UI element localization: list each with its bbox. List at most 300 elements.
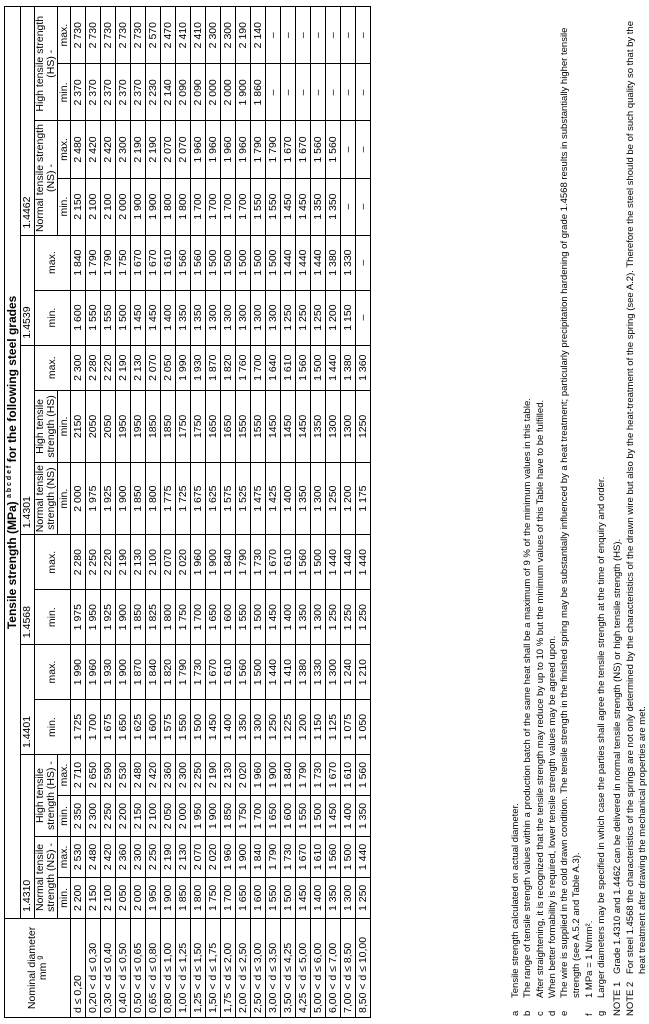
value-cell: 1 440 (341, 535, 356, 590)
value-cell: 2 020 (176, 535, 191, 590)
hdr-1-4462-hs-min: min. (58, 64, 71, 121)
value-cell: 1 930 (191, 345, 206, 390)
table-row (281, 7, 296, 1018)
value-cell: 1 075 (341, 700, 356, 755)
table-row (161, 7, 176, 1018)
hdr-1-4310-hs: High tensile strength (HS) - (35, 755, 58, 837)
footnote (547, 6, 559, 1018)
value-cell: 1 300 (236, 290, 251, 345)
value-cell: 1 840 (146, 645, 161, 700)
diameter-cell: 2,00 < d ≤ 2,50 (236, 918, 251, 1017)
value-cell: 1 560 (311, 121, 326, 178)
value-cell: 2 020 (236, 755, 251, 796)
value-cell: 1 790 (101, 235, 116, 290)
footnote (559, 6, 584, 1018)
value-cell: – (326, 7, 341, 64)
value-cell: 1 400 (221, 700, 236, 755)
value-cell: 2 410 (176, 7, 191, 64)
grade-header-1-4310: 1.4310 (21, 755, 35, 919)
value-cell: 1 625 (131, 700, 146, 755)
diameter-cell: 1,75 < d ≤ 2,00 (221, 918, 236, 1017)
value-cell: 2 070 (176, 121, 191, 178)
value-cell: 1 440 (296, 235, 311, 290)
value-cell: 1 550 (236, 590, 251, 645)
value-cell: 1 960 (206, 121, 221, 178)
value-cell: 1 240 (341, 645, 356, 700)
value-cell: 1 550 (296, 796, 311, 837)
value-cell: 1 440 (281, 235, 296, 290)
value-cell: 1 425 (266, 463, 281, 535)
grade-header-1-4462: 1.4462 (21, 7, 35, 236)
note (612, 6, 624, 1018)
value-cell: 2 070 (161, 535, 176, 590)
value-cell: 2 370 (131, 64, 146, 121)
value-cell: 1 400 (161, 290, 176, 345)
value-cell: 2 190 (206, 755, 221, 796)
value-cell: – (356, 7, 371, 64)
nominal-diameter-header: Nominal diameter mm $^g$ (5, 918, 71, 1017)
value-cell: 2 140 (251, 7, 266, 64)
value-cell: 1 840 (221, 535, 236, 590)
diameter-cell: 1,25 < d ≤ 1,50 (191, 918, 206, 1017)
value-cell: 2 300 (71, 345, 86, 390)
value-cell: 2 100 (146, 796, 161, 837)
value-cell: 1 400 (281, 590, 296, 645)
diameter-cell: 7,00 < d ≤ 8,50 (341, 918, 356, 1017)
value-cell: 1 250 (356, 590, 371, 645)
value-cell: 1 960 (251, 755, 266, 796)
value-cell: 1 300 (266, 290, 281, 345)
value-cell: 2 220 (101, 535, 116, 590)
value-cell: 1 300 (251, 700, 266, 755)
hdr-1-4462-hs-max: max. (58, 7, 71, 64)
value-cell: 2 590 (101, 755, 116, 796)
note (625, 6, 649, 1018)
value-cell: 1 500 (341, 836, 356, 877)
value-cell: 2 420 (101, 836, 116, 877)
value-cell: – (341, 64, 356, 121)
value-cell: 1 500 (311, 796, 326, 837)
value-cell: 1 840 (71, 235, 86, 290)
value-cell: 1 870 (131, 645, 146, 700)
value-cell: 1 700 (191, 178, 206, 235)
value-cell: 2 050 (116, 877, 131, 918)
value-cell: 1 380 (326, 235, 341, 290)
diameter-cell: 3,50 < d ≤ 4,25 (281, 918, 296, 1017)
value-cell: 2 480 (86, 836, 101, 877)
value-cell: – (356, 290, 371, 345)
value-cell: 2 570 (146, 7, 161, 64)
value-cell: 1 550 (101, 290, 116, 345)
value-cell: 2050 (86, 390, 101, 462)
value-cell: – (326, 64, 341, 121)
value-cell: 1 670 (296, 121, 311, 178)
value-cell: 2 150 (71, 178, 86, 235)
note-key: NOTE 2 (624, 981, 636, 1016)
value-cell: 1 800 (176, 178, 191, 235)
value-cell: 1 550 (251, 178, 266, 235)
value-cell: 1 790 (86, 235, 101, 290)
value-cell: 1 300 (341, 877, 356, 918)
hdr-1-4301-ns-min: min. (58, 463, 71, 535)
value-cell: 2 100 (101, 178, 116, 235)
value-cell: 2 370 (116, 64, 131, 121)
value-cell: 1 560 (176, 235, 191, 290)
value-cell: 1 975 (86, 463, 101, 535)
table-row (356, 7, 371, 1018)
value-cell: 1 560 (356, 755, 371, 796)
footnote-text: Larger diameters may be specified in which case the parties shall agree the tensile strength at the time of enquiry and order. (596, 476, 608, 998)
value-cell: 1 550 (86, 290, 101, 345)
grade-header-1-4401: 1.4401 (21, 645, 35, 755)
value-cell: 2 370 (101, 64, 116, 121)
value-cell: 1 650 (116, 700, 131, 755)
value-cell: 2 200 (71, 877, 86, 918)
table-row (206, 7, 221, 1018)
value-cell: 1 150 (341, 290, 356, 345)
value-cell: 1 825 (146, 590, 161, 645)
hdr-1-4568-max: max. (35, 535, 71, 590)
value-cell: 1 670 (326, 755, 341, 796)
table-row (221, 7, 236, 1018)
table-body (71, 7, 371, 1018)
diameter-cell: 0,65 < d ≤ 0,80 (146, 918, 161, 1017)
value-cell: 1450 (266, 390, 281, 462)
value-cell: 2 480 (131, 755, 146, 796)
value-cell: 2 130 (176, 836, 191, 877)
value-cell: 2 300 (221, 7, 236, 64)
value-cell: 2 090 (176, 64, 191, 121)
value-cell: 1 500 (311, 535, 326, 590)
value-cell: 2 070 (161, 121, 176, 178)
value-cell: – (311, 7, 326, 64)
value-cell: 1 700 (236, 178, 251, 235)
value-cell: 1 440 (356, 836, 371, 877)
hdr-1-4462-ns-max: max. (58, 121, 71, 178)
value-cell: 1 850 (131, 463, 146, 535)
value-cell: 1 670 (296, 836, 311, 877)
value-cell: 1300 (341, 390, 356, 462)
value-cell: 1 790 (236, 535, 251, 590)
value-cell: 1 360 (356, 345, 371, 390)
value-cell: 1 850 (176, 877, 191, 918)
diameter-cell: 1,00 < d ≤ 1,25 (176, 918, 191, 1017)
value-cell: 1 250 (326, 590, 341, 645)
footnote-text: 1 MPa = 1 N/mm². (583, 920, 595, 998)
value-cell: 1 900 (116, 463, 131, 535)
value-cell: 1 125 (326, 700, 341, 755)
value-cell: 1 350 (326, 877, 341, 918)
value-cell: 2 090 (191, 64, 206, 121)
value-cell: 2 050 (161, 345, 176, 390)
value-cell: 1 960 (221, 836, 236, 877)
value-cell: 1 730 (191, 645, 206, 700)
value-cell: 2 730 (86, 7, 101, 64)
value-cell: 1 560 (296, 535, 311, 590)
value-cell: 1 840 (251, 836, 266, 877)
value-cell: 1 225 (281, 700, 296, 755)
value-cell: 1 500 (236, 235, 251, 290)
value-cell: 1 500 (206, 235, 221, 290)
hdr-1-4462-ns: Normal tensile strength (NS) - (35, 121, 58, 235)
value-cell: 1 650 (236, 877, 251, 918)
value-cell: 2 230 (146, 64, 161, 121)
table-title: Tensile strength (MPa) $^{a b c d e f}$ for the following steel grades (5, 7, 21, 919)
value-cell: 1 900 (131, 178, 146, 235)
value-cell: 1 650 (266, 796, 281, 837)
value-cell: 1 500 (311, 345, 326, 390)
value-cell: 1 550 (266, 877, 281, 918)
value-cell: 1 990 (176, 345, 191, 390)
value-cell: 1 440 (266, 645, 281, 700)
value-cell: 2 360 (161, 755, 176, 796)
value-cell: 1 610 (281, 535, 296, 590)
value-cell: 1 670 (266, 535, 281, 590)
diameter-cell: 8,50 < d ≤ 10,00 (356, 918, 371, 1017)
value-cell: 1 820 (161, 645, 176, 700)
value-cell: 1 350 (176, 290, 191, 345)
value-cell: 1550 (251, 390, 266, 462)
hdr-1-4310-hs-min: min. (58, 796, 71, 837)
value-cell: 1 775 (161, 463, 176, 535)
value-cell: 1 600 (146, 700, 161, 755)
value-cell: 1850 (161, 390, 176, 462)
value-cell: 1 870 (206, 345, 221, 390)
value-cell: 1 500 (251, 235, 266, 290)
value-cell: 1 960 (221, 121, 236, 178)
value-cell: 1 725 (176, 463, 191, 535)
value-cell: 1 560 (326, 836, 341, 877)
hdr-1-4310-ns: Normal tensile strength (NS) - (35, 836, 58, 918)
value-cell: – (281, 64, 296, 121)
value-cell: 2 150 (86, 877, 101, 918)
value-cell: 1 560 (191, 235, 206, 290)
value-cell: 1 820 (221, 345, 236, 390)
value-cell: 1 900 (236, 64, 251, 121)
value-cell: 2 350 (71, 796, 86, 837)
value-cell: 2 250 (101, 796, 116, 837)
value-cell: 1 800 (161, 178, 176, 235)
value-cell: 1 790 (266, 836, 281, 877)
hdr-1-4568-min: min. (35, 590, 71, 645)
value-cell: 1 330 (341, 235, 356, 290)
note-key: NOTE 1 (612, 981, 624, 1016)
value-cell: 1650 (221, 390, 236, 462)
value-cell: 2 070 (146, 345, 161, 390)
value-cell: 1 450 (281, 178, 296, 235)
value-cell: 2 190 (131, 121, 146, 178)
grade-header-1-4301: 1.4301 (21, 345, 35, 535)
value-cell: 2 000 (206, 64, 221, 121)
value-cell: 1 525 (236, 463, 251, 535)
value-cell: 1 400 (281, 463, 296, 535)
value-cell: 1 440 (326, 535, 341, 590)
footnote-key: b (522, 1010, 534, 1016)
hdr-1-4462-hs: High tensile strength (HS) - (35, 7, 58, 121)
value-cell: 2 280 (71, 535, 86, 590)
value-cell: 2 280 (86, 345, 101, 390)
footnote-key: c (534, 1011, 546, 1016)
value-cell: 2 300 (86, 796, 101, 837)
table-row (326, 7, 341, 1018)
value-cell: 1 670 (206, 645, 221, 700)
value-cell: 2 730 (71, 7, 86, 64)
value-cell: 2 190 (236, 7, 251, 64)
value-cell: 1 450 (326, 796, 341, 837)
value-cell: 1 300 (221, 290, 236, 345)
value-cell: 1 350 (236, 700, 251, 755)
diameter-cell: 0,30 < d ≤ 0,40 (101, 918, 116, 1017)
note-text: Grade 1.4310 and 1.4462 can be delivered in normal tensile strength (NS) or high tensile strength (HS). (612, 538, 624, 974)
value-cell: 1 600 (71, 290, 86, 345)
value-cell: 1 350 (191, 290, 206, 345)
value-cell: 2 300 (206, 7, 221, 64)
value-cell: 1850 (146, 390, 161, 462)
hdr-1-4301-hs: High tensile strength (HS) (35, 390, 58, 462)
value-cell: 2150 (71, 390, 86, 462)
value-cell: 1 790 (266, 121, 281, 178)
value-cell: 1 700 (206, 178, 221, 235)
value-cell: 1 610 (311, 836, 326, 877)
value-cell: 1 650 (206, 590, 221, 645)
value-cell: 1 900 (266, 755, 281, 796)
value-cell: 1 950 (146, 877, 161, 918)
value-cell: 1 900 (206, 535, 221, 590)
value-cell: 2 470 (161, 7, 176, 64)
value-cell: 2 190 (116, 345, 131, 390)
value-cell: 1 675 (101, 700, 116, 755)
value-cell: 1 730 (311, 755, 326, 796)
value-cell: 2050 (101, 390, 116, 462)
table-row (311, 7, 326, 1018)
value-cell: 1 575 (221, 463, 236, 535)
value-cell: 2 100 (101, 877, 116, 918)
value-cell: 1 575 (161, 700, 176, 755)
value-cell: 1 750 (116, 235, 131, 290)
value-cell: 2 200 (116, 796, 131, 837)
value-cell: 1 900 (236, 836, 251, 877)
value-cell: 1 300 (251, 290, 266, 345)
value-cell: 1 350 (296, 463, 311, 535)
footnote-key: e (559, 1010, 571, 1016)
value-cell: 1 300 (311, 463, 326, 535)
value-cell: 2 250 (86, 535, 101, 590)
value-cell: 1 400 (311, 877, 326, 918)
note-text: For steel 1.4568 the characteristics of the springs are not only determined by the characteristics of the drawn wire but also by the heat-treatment of the spring (see A.2). Therefore the steel should be of such quality so that by the heat treatment after drawing the mechanical properties are met. (624, 21, 648, 974)
table-row (266, 7, 281, 1018)
table-row (131, 7, 146, 1018)
value-cell: 2 100 (146, 535, 161, 590)
footnote-text: After straightening, it is recognized that the tensile strength may reduce by up to 10 % but the minimum values of this Table have to be fulfilled. (534, 399, 546, 998)
value-cell: 1 750 (206, 877, 221, 918)
value-cell: 1 440 (356, 535, 371, 590)
value-cell: 1 450 (296, 178, 311, 235)
diameter-cell: 5,00 < d ≤ 6,00 (311, 918, 326, 1017)
value-cell: 1300 (326, 390, 341, 462)
value-cell: 1 925 (101, 463, 116, 535)
value-cell: – (356, 121, 371, 178)
value-cell: 2 020 (206, 836, 221, 877)
value-cell: 2 480 (71, 121, 86, 178)
hdr-1-4301-hs-min: min. (58, 390, 71, 462)
value-cell: 1 950 (191, 796, 206, 837)
value-cell: 1 850 (221, 796, 236, 837)
footnote-key: d (546, 1010, 558, 1016)
value-cell: 1950 (116, 390, 131, 462)
value-cell: 1 150 (311, 700, 326, 755)
value-cell: – (266, 7, 281, 64)
value-cell: 1 960 (86, 645, 101, 700)
value-cell: 1750 (191, 390, 206, 462)
table-row (71, 7, 86, 1018)
table-row (341, 7, 356, 1018)
value-cell: 1 250 (341, 590, 356, 645)
value-cell: 2 650 (86, 755, 101, 796)
value-cell: 1 700 (221, 877, 236, 918)
hdr-1-4401-min: min. (35, 700, 71, 755)
value-cell: 2 220 (101, 345, 116, 390)
value-cell: – (341, 178, 356, 235)
value-cell: 2 000 (116, 178, 131, 235)
value-cell: 1 350 (326, 178, 341, 235)
value-cell: 1 610 (221, 645, 236, 700)
value-cell: 1 800 (191, 877, 206, 918)
value-cell: 1 610 (161, 235, 176, 290)
value-cell: 2 360 (116, 836, 131, 877)
value-cell: 1 450 (206, 700, 221, 755)
value-cell: 1 610 (281, 345, 296, 390)
value-cell: 2 250 (191, 755, 206, 796)
value-cell: 1 730 (281, 836, 296, 877)
value-cell: – (341, 7, 356, 64)
value-cell: 1 250 (326, 463, 341, 535)
diameter-cell: 2,50 < d ≤ 3,00 (251, 918, 266, 1017)
footnotes-list (510, 6, 608, 1018)
value-cell: – (296, 64, 311, 121)
footnote-text: The wire is supplied in the cold drawn condition. The tensile strength in the finished spring may be substantially influenced by a heat treatment; particularly precipitation hardening of grade 1.4568 results in substantially higher tensile strength (see A.5.2 and Table A.3). (559, 27, 583, 998)
value-cell: 1 700 (251, 345, 266, 390)
diameter-cell: 0,40 < d ≤ 0,50 (116, 918, 131, 1017)
hdr-1-4539-max: max. (35, 235, 71, 290)
value-cell: 1 700 (191, 590, 206, 645)
value-cell: 1 500 (266, 235, 281, 290)
diameter-cell: d ≤ 0,20 (71, 918, 86, 1017)
value-cell: 1 500 (251, 645, 266, 700)
value-cell: 1 900 (116, 645, 131, 700)
hdr-1-4301-ns: Normal tensile strength (NS) (35, 463, 58, 535)
value-cell: 2 130 (131, 535, 146, 590)
value-cell: 2 000 (131, 877, 146, 918)
value-cell: 2 300 (176, 755, 191, 796)
value-cell: 1 560 (326, 121, 341, 178)
footnote-key: a (510, 1010, 521, 1016)
table-row (191, 7, 206, 1018)
value-cell: 1 250 (281, 290, 296, 345)
value-cell: 1 560 (236, 645, 251, 700)
value-cell: 1 210 (356, 645, 371, 700)
value-cell: 1 960 (191, 121, 206, 178)
value-cell: 1 860 (251, 64, 266, 121)
hdr-1-4310-ns-min: min. (58, 877, 71, 918)
value-cell: 2 070 (191, 836, 206, 877)
value-cell: – (296, 7, 311, 64)
value-cell: 2 530 (116, 755, 131, 796)
diameter-cell: 0,80 < d ≤ 1,00 (161, 918, 176, 1017)
value-cell: 1 900 (206, 796, 221, 837)
value-cell: 1 200 (296, 700, 311, 755)
value-cell: 1 450 (266, 590, 281, 645)
footnote (596, 6, 608, 1018)
